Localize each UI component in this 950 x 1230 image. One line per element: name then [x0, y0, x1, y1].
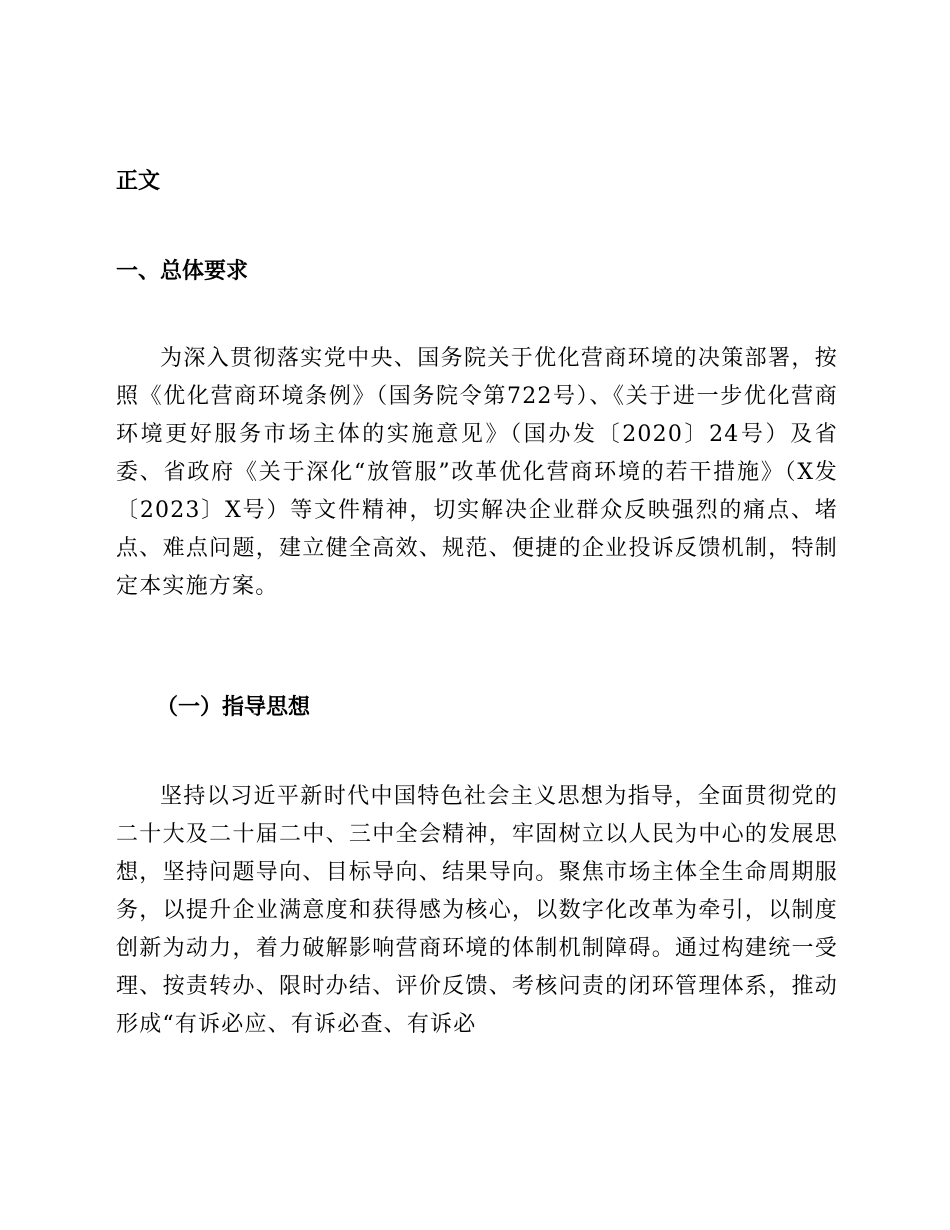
body-paragraph: 为深入贯彻落实党中央、国务院关于优化营商环境的决策部署，按照《优化营商环境条例》（国务院令第722号）、《关于进一步优化营商环境更好服务市场主体的实施意见》（国办发〔2020〕24号）及省委、省政府《关于深化“放管服”改革优化营商环境的若干措施》（X发〔2023〕X号）等文件精神，切实解决企业群众反映强烈的痛点、堵点、难点问题，建立健全高效、规范、便捷的企业投诉反馈机制，特制定本实施方案。	[116, 346, 838, 599]
body-paragraph: 坚持以习近平新时代中国特色社会主义思想为指导，全面贯彻党的二十大及二十届二中、三中全会精神，牢固树立以人民为中心的发展思想，坚持问题导向、目标导向、结果导向。聚焦市场主体全生命周期服务，以提升企业满意度和获得感为核心，以数字化改革为牵引，以制度创新为动力，着力破解影响营商环境的体制机制障碍。通过构建统一受理、按责转办、限时办结、评价反馈、考核问责的闭环管理体系，推动形成“有诉必应、有诉必查、有诉必	[116, 784, 838, 1037]
subsection-heading: （一）指导思想	[156, 695, 311, 720]
section-heading: 一、总体要求	[116, 259, 249, 284]
document-title: 正文	[116, 169, 161, 194]
